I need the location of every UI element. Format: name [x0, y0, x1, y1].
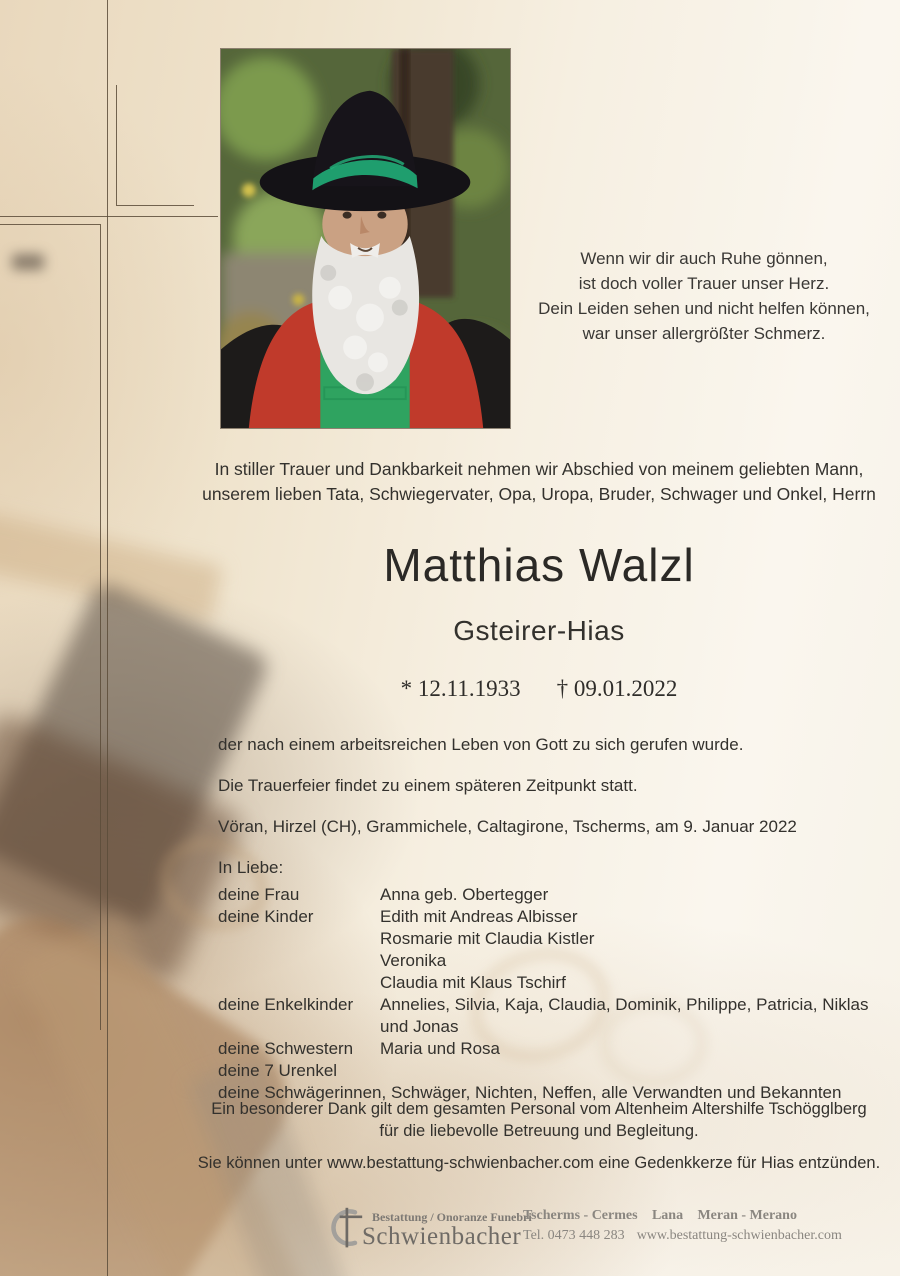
family-names: Edith mit Andreas Albisser — [380, 907, 578, 926]
memorial-candle-note: Sie können unter www.bestattung-schwienbacher.com eine Gedenkkerze für Hias entzünden. — [197, 1154, 881, 1172]
family-row — [218, 1038, 878, 1060]
family-row — [218, 972, 878, 994]
family-extended-line: deine Schwägerinnen, Schwäger, Nichten, Neffen, alle Verwandten und Bekannten — [218, 1083, 842, 1102]
footer-location: Lana — [651, 1208, 684, 1223]
footer-phone: Tel. 0473 448 283 — [523, 1228, 625, 1243]
poem-line: ist doch voller Trauer unser Herz. — [578, 274, 830, 293]
deceased-nickname: Gsteirer-Hias — [453, 615, 625, 646]
family-relation: deine Enkelkinder — [218, 995, 354, 1014]
footer-location: Meran - Merano — [697, 1208, 797, 1223]
family-row — [218, 906, 878, 928]
family-names — [380, 1060, 870, 1082]
crescent-cross-icon — [328, 1206, 364, 1249]
footer-locations — [523, 1208, 797, 1224]
poem-line: Wenn wir dir auch Ruhe gönnen, — [580, 249, 828, 268]
thanks-line: für die liebevolle Betreuung und Begleitung. — [379, 1122, 699, 1140]
decor-line-corner-horizontal — [116, 205, 194, 206]
family-relation — [218, 950, 380, 972]
family-row — [218, 1060, 878, 1082]
family-relation: deine Schwestern — [218, 1039, 354, 1058]
family-relation — [218, 972, 380, 994]
intro-line: In stiller Trauer und Dankbarkeit nehmen wir Abschied von meinem geliebten Mann, — [214, 459, 864, 479]
family-names: Veronika — [380, 951, 447, 970]
decor-line-vertical-long — [107, 0, 108, 1276]
poem-line: war unser allergrößter Schmerz. — [582, 324, 826, 343]
family-row — [218, 994, 878, 1038]
in-love-label: In Liebe: — [218, 858, 284, 877]
family-names: Maria und Rosa — [380, 1039, 501, 1058]
funeral-home-logo — [328, 1206, 364, 1252]
family-relation: deine Frau — [218, 885, 300, 904]
intro-text — [178, 457, 900, 507]
decor-line-horizontal-inner — [0, 224, 100, 225]
funeral-home-tagline: Bestattung / Onoranze Funebri — [372, 1210, 532, 1224]
places-and-date: Vöran, Hirzel (CH), Grammichele, Caltagirone, Tscherms, am 9. Januar 2022 — [218, 817, 797, 836]
family-names: Anna geb. Obertegger — [380, 885, 549, 904]
memorial-poem — [520, 246, 888, 346]
funeral-home-name: Schwienbacher — [362, 1223, 522, 1250]
family-row — [218, 884, 878, 906]
family-names: Rosmarie mit Claudia Kistler — [380, 929, 595, 948]
funeral-home-footer — [0, 1202, 900, 1262]
called-text: der nach einem arbeitsreichen Leben von Gott zu sich gerufen wurde. — [218, 735, 744, 754]
footer-contact — [523, 1228, 842, 1244]
decor-line-corner-vertical — [116, 85, 117, 205]
family-row — [218, 928, 878, 950]
poem-line: Dein Leiden sehen und nicht helfen können, — [538, 299, 870, 318]
bg-dark-smudge — [12, 254, 44, 270]
birth-date: * 12.11.1933 — [400, 676, 521, 701]
portrait-illustration — [221, 49, 510, 428]
family-names: Claudia mit Klaus Tschirf — [380, 973, 566, 992]
deceased-name: Matthias Walzl — [383, 539, 695, 591]
death-date: † 09.01.2022 — [556, 676, 678, 701]
thanks-line: Ein besonderer Dank gilt dem gesamten Personal vom Altenheim Altershilfe Tschögglberg — [211, 1100, 867, 1118]
thanks-text — [178, 1098, 900, 1142]
family-relation: deine Kinder — [218, 907, 314, 926]
footer-website: www.bestattung-schwienbacher.com — [636, 1228, 842, 1243]
decor-line-vertical-inner — [100, 224, 101, 1030]
family-list — [218, 884, 878, 1104]
footer-location: Tscherms - Cermes — [523, 1208, 638, 1223]
intro-line: unserem lieben Tata, Schwiegervater, Opa, Uropa, Bruder, Schwager und Onkel, Herrn — [202, 484, 876, 504]
family-row — [218, 950, 878, 972]
decor-line-horizontal-long — [0, 216, 218, 217]
family-names: Annelies, Silvia, Kaja, Claudia, Dominik, Philippe, Patricia, Niklas und Jonas — [380, 995, 869, 1036]
portrait-photo — [220, 48, 511, 429]
family-relation — [218, 928, 380, 950]
funeral-notice: Die Trauerfeier findet zu einem späteren Zeitpunkt statt. — [218, 776, 638, 795]
life-dates — [218, 676, 860, 702]
family-relation: deine 7 Urenkel — [218, 1061, 338, 1080]
